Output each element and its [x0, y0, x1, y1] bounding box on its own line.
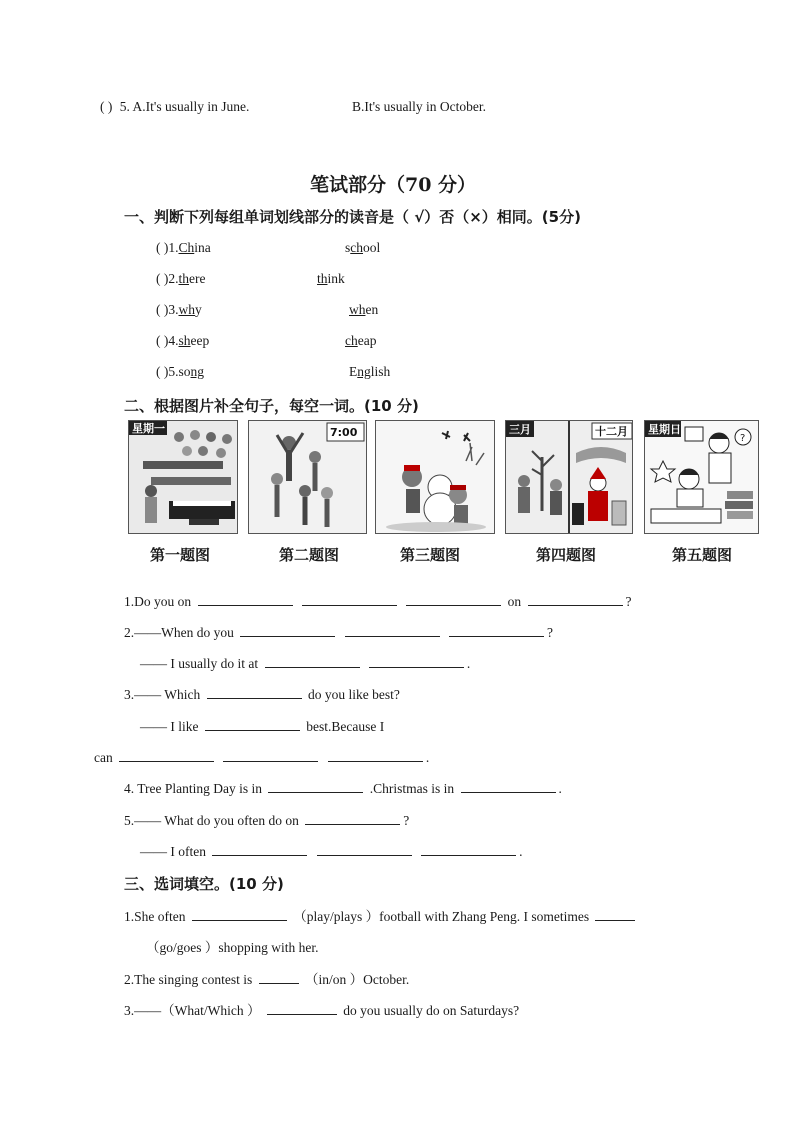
- s1-item-2: ( )2.there: [156, 271, 206, 286]
- written-part-title: 笔试部分（70 分）: [310, 174, 477, 196]
- answer-blank[interactable]: [240, 624, 335, 637]
- picture-1-caption: 第一题图: [150, 546, 211, 564]
- question-number: 5.: [119, 99, 130, 114]
- section1-heading: 一、判断下列每组单词划线部分的读音是（ √）否（×）相同。(5分): [124, 208, 581, 226]
- answer-blank[interactable]: [369, 655, 464, 668]
- s1-item-5-word2: English: [349, 364, 391, 379]
- s3-q2: 2.The singing contest is （in/on ）October.: [124, 972, 410, 987]
- answer-blank[interactable]: [302, 593, 397, 606]
- s1-item-3-word2: when: [349, 302, 379, 317]
- exercise-illustration: [249, 421, 366, 533]
- answer-blank[interactable]: [205, 718, 300, 731]
- option-a: A.It's usually in June.: [132, 99, 250, 114]
- s3-q1: 1.She often （play/plays ）football with Zhang Peng. I sometimes: [124, 905, 638, 925]
- classroom-illustration: [129, 421, 237, 533]
- answer-blank[interactable]: [305, 812, 400, 825]
- s1-item-4: ( )4.sheep: [156, 333, 210, 348]
- months-illustration: [506, 421, 632, 533]
- s2-q3-answer: —— I like best.Because I: [140, 719, 385, 734]
- picture-3-caption: 第三题图: [400, 546, 461, 564]
- answer-blank[interactable]: [212, 843, 307, 856]
- answer-blank[interactable]: [198, 593, 293, 606]
- answer-blank[interactable]: [259, 971, 299, 984]
- picture-5-caption: 第五题图: [672, 546, 733, 564]
- s2-q5: 5.—— What do you often do on ?: [124, 813, 410, 828]
- s3-q3: 3.——（What/Which ） do you usually do on Saturdays?: [124, 1003, 520, 1018]
- reading-illustration: [645, 421, 758, 533]
- answer-paren: ( ): [100, 99, 113, 114]
- s1-item-1: ( )1.China: [156, 240, 211, 255]
- answer-blank[interactable]: [119, 749, 214, 762]
- answer-blank[interactable]: [595, 908, 635, 921]
- s1-item-3: ( )3.why: [156, 302, 202, 317]
- s2-q3: 3.—— Which do you like best?: [124, 687, 400, 702]
- picture-4-caption: 第四题图: [536, 546, 597, 564]
- answer-blank[interactable]: [265, 655, 360, 668]
- s2-q2: 2.——When do you ?: [124, 625, 553, 640]
- picture-4-months: [505, 420, 633, 534]
- picture-2-exercises: [248, 420, 367, 534]
- s3-q1-cont: （go/goes ）shopping with her.: [146, 940, 319, 955]
- picture-2-caption: 第二题图: [279, 546, 340, 564]
- answer-blank[interactable]: [328, 749, 423, 762]
- option-b: B.It's usually in October.: [352, 99, 487, 114]
- answer-blank[interactable]: [406, 593, 501, 606]
- s1-item-1-word2: school: [345, 240, 381, 255]
- s2-q4: 4. Tree Planting Day is in .Christmas is in .: [124, 781, 562, 796]
- answer-blank[interactable]: [317, 843, 412, 856]
- answer-blank[interactable]: [449, 624, 544, 637]
- picture-1-tag: 星期一: [132, 422, 165, 435]
- s2-q5-answer: —— I often .: [140, 844, 523, 859]
- s2-q1: 1.Do you on on ?: [124, 594, 632, 609]
- answer-blank[interactable]: [207, 686, 302, 699]
- listening-q5: [100, 99, 249, 115]
- answer-blank[interactable]: [345, 624, 440, 637]
- snowman-illustration: [376, 421, 494, 533]
- answer-blank[interactable]: [421, 843, 516, 856]
- picture-4-tag-march: 三月: [509, 423, 531, 436]
- picture-5-tag: 星期日: [648, 423, 681, 436]
- section3-heading: 三、选词填空。(10 分): [124, 875, 284, 893]
- picture-4-tag-december: 十二月: [595, 425, 628, 438]
- section2-heading: 二、根据图片补全句子，每空一词。(10 分): [124, 397, 419, 415]
- answer-blank[interactable]: [461, 780, 556, 793]
- s1-item-4-word2: cheap: [345, 333, 377, 348]
- s1-item-5: ( )5.song: [156, 364, 205, 379]
- answer-blank[interactable]: [268, 780, 363, 793]
- answer-blank[interactable]: [267, 1002, 337, 1015]
- s2-q3-answer-cont: can .: [94, 750, 430, 765]
- answer-blank[interactable]: [192, 908, 287, 921]
- s2-q2-answer: —— I usually do it at .: [140, 656, 471, 671]
- answer-blank[interactable]: [528, 593, 623, 606]
- s1-item-2-word2: think: [317, 271, 345, 286]
- svg-text:?: ?: [740, 433, 746, 444]
- picture-2-tag: 7:00: [330, 426, 358, 439]
- answer-blank[interactable]: [223, 749, 318, 762]
- picture-5-sunday: [644, 420, 759, 534]
- picture-1-classroom: [128, 420, 238, 534]
- picture-3-winter: [375, 420, 495, 534]
